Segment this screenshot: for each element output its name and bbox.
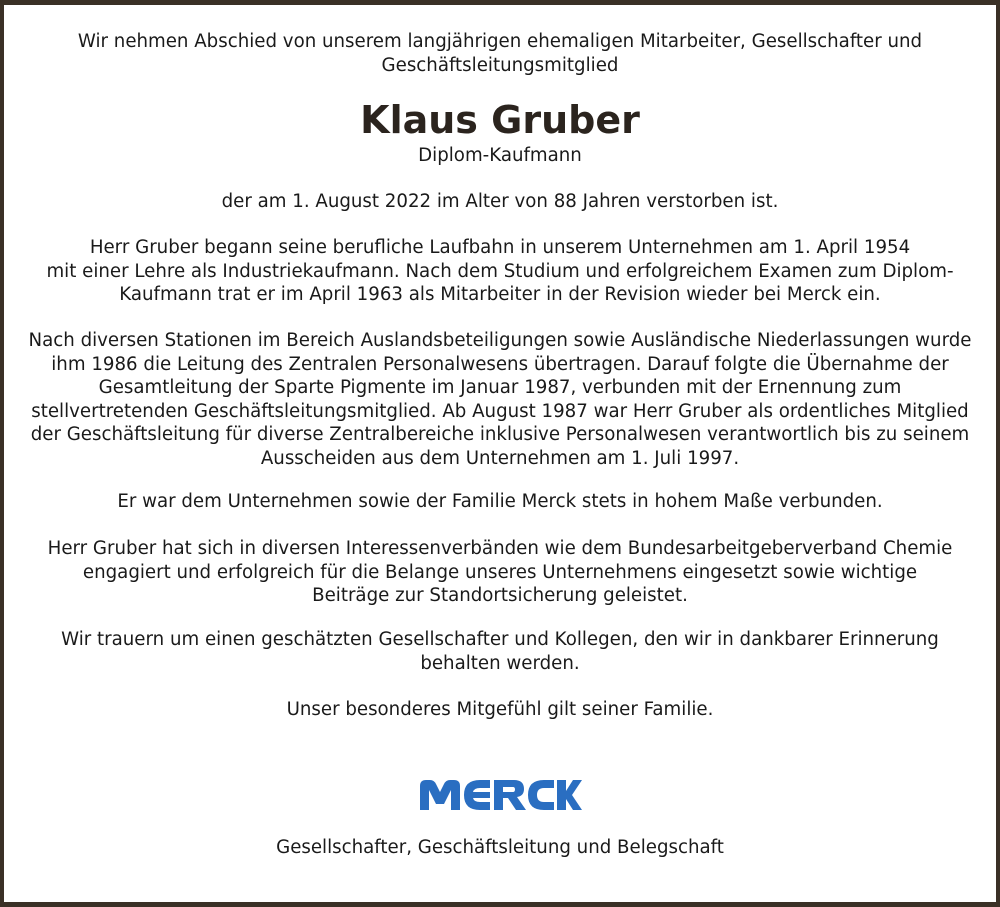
intro-line: Wir nehmen Abschied von unserem langjährigen ehemaligen Mitarbeiter, Gesellschafter und	[77, 31, 923, 52]
text-line: Beiträge zur Standortsicherung geleistet.	[312, 585, 688, 606]
text-line: Wir trauern um einen geschätzten Gesellschafter und Kollegen, den wir in dankbarer Erinnerung	[61, 629, 939, 650]
deceased-title: Diplom-Kaufmann	[418, 145, 582, 166]
paragraph-career-management	[0, 329, 1000, 470]
text-line: mit einer Lehre als Industriekaufmann. Nach dem Studium und erfolgreichem Examen zum Diplom-	[46, 260, 954, 282]
deceased-name: Klaus Gruber	[360, 98, 640, 142]
paragraph-condolence: Unser besonderes Mitgefühl gilt seiner Familie.	[286, 699, 714, 720]
text-line: Kaufmann trat er im April 1963 als Mitarbeiter in der Revision wieder bei Merck ein.	[119, 284, 881, 305]
text-line: Gesamtleitung der Sparte Pigmente im Januar 1987, verbunden mit der Ernennung zum	[98, 377, 902, 398]
text-line: Herr Gruber begann seine berufliche Laufbahn in unserem Unternehmen am 1. April 1954	[89, 237, 911, 258]
intro-line: Geschäftsleitungsmitglied	[381, 54, 619, 76]
paragraph-associations	[0, 537, 1000, 608]
paragraph-family: Er war dem Unternehmen sowie der Familie Merck stets in hohem Maße verbunden.	[117, 491, 883, 512]
merck-logo	[418, 778, 582, 812]
paragraph-career-start	[0, 236, 1000, 307]
text-line: stellvertretenden Geschäftsleitungsmitglied. Ab August 1987 war Herr Gruber als ordentliches Mitglied	[31, 400, 969, 422]
text-line: engagiert und erfolgreich für die Belange unseres Unternehmens eingesetzt sowie wichtige	[82, 561, 918, 583]
death-line: der am 1. August 2022 im Alter von 88 Jahren verstorben ist.	[221, 191, 779, 212]
text-line: Ausscheiden aus dem Unternehmen am 1. Juli 1997.	[260, 447, 740, 469]
text-line: ihm 1986 die Leitung des Zentralen Personalwesens übertragen. Darauf folgte die Übernahme der	[51, 353, 949, 375]
text-line: Herr Gruber hat sich in diversen Interessenverbänden wie dem Bundesarbeitgeberverband Chemie	[47, 538, 953, 559]
text-line: behalten werden.	[420, 652, 580, 674]
text-line: der Geschäftsleitung für diverse Zentralbereiche inklusive Personalwesen verantwortlich bis zu seinem	[30, 424, 970, 445]
paragraph-mourning	[0, 628, 1000, 675]
text-line: Nach diversen Stationen im Bereich Auslandsbeteiligungen sowie Ausländische Niederlassungen wurde	[28, 330, 972, 351]
signature: Gesellschafter, Geschäftsleitung und Belegschaft	[276, 837, 724, 858]
intro-text	[0, 30, 1000, 77]
